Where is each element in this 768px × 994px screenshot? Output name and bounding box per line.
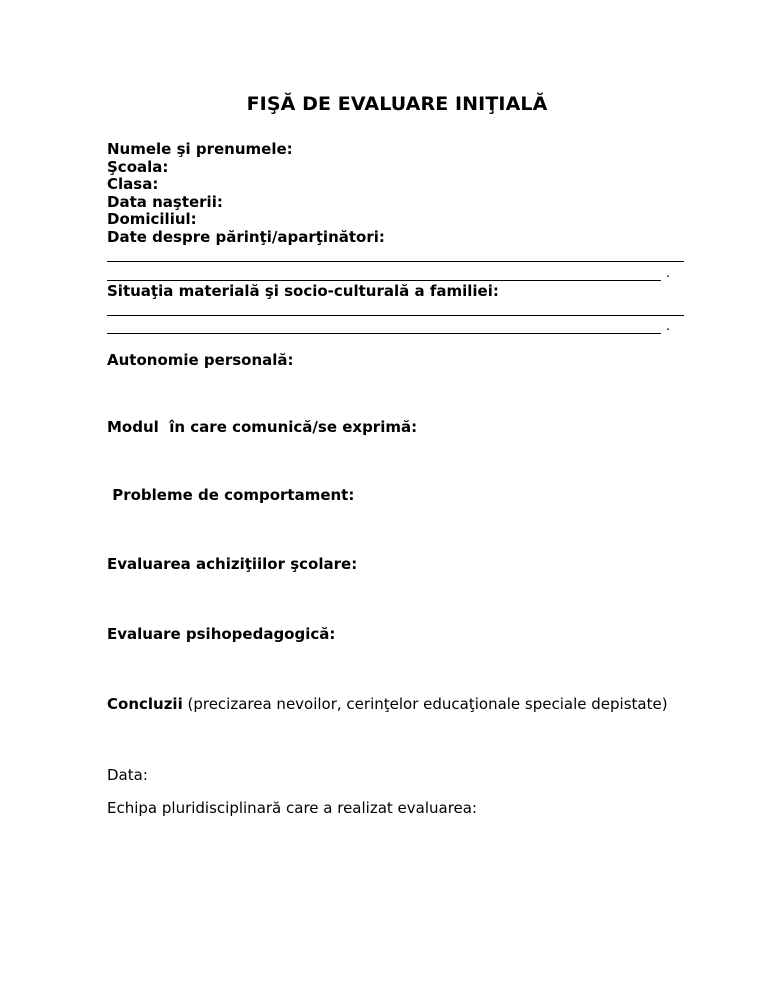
team-label: Echipa pluridisciplinară care a realizat evaluarea: bbox=[107, 799, 478, 817]
section-communication: Modul în care comunică/se exprimă: bbox=[107, 418, 418, 436]
section-psychopedagogical: Evaluare psihopedagogică: bbox=[107, 625, 336, 643]
document-title: FIŞĂ DE EVALUARE INIŢIALĂ bbox=[246, 93, 548, 115]
parents-line-end-dot: . bbox=[666, 266, 671, 281]
section-school-acquisitions: Evaluarea achiziţiilor şcolare: bbox=[107, 555, 358, 573]
identity-fields bbox=[107, 141, 385, 247]
family-line-end-dot: . bbox=[666, 319, 671, 334]
section-autonomy: Autonomie personală: bbox=[107, 351, 294, 369]
field-name-label: Numele şi prenumele: bbox=[107, 140, 293, 158]
conclusions-note: (precizarea nevoilor, cerinţelor educaţionale speciale depistate) bbox=[182, 695, 668, 713]
section-behavior: Probleme de comportament: bbox=[107, 486, 355, 504]
date-label: Data: bbox=[107, 766, 148, 784]
conclusions-label: Concluzii bbox=[107, 695, 183, 713]
field-birthdate-label: Data naşterii: bbox=[107, 192, 223, 211]
parents-line-2 bbox=[107, 280, 661, 281]
family-situation-label: Situaţia materială şi socio-culturală a familiei: bbox=[107, 282, 499, 300]
field-parents-label: Date despre părinţi/aparţinători: bbox=[107, 227, 385, 246]
parents-line-1 bbox=[107, 261, 684, 262]
field-address-label: Domiciliul: bbox=[107, 210, 197, 229]
conclusions-line bbox=[107, 695, 668, 713]
family-line-1 bbox=[107, 315, 684, 316]
family-line-2 bbox=[107, 333, 661, 334]
field-school-label: Şcoala: bbox=[107, 157, 169, 176]
field-class-label: Clasa: bbox=[107, 175, 159, 194]
